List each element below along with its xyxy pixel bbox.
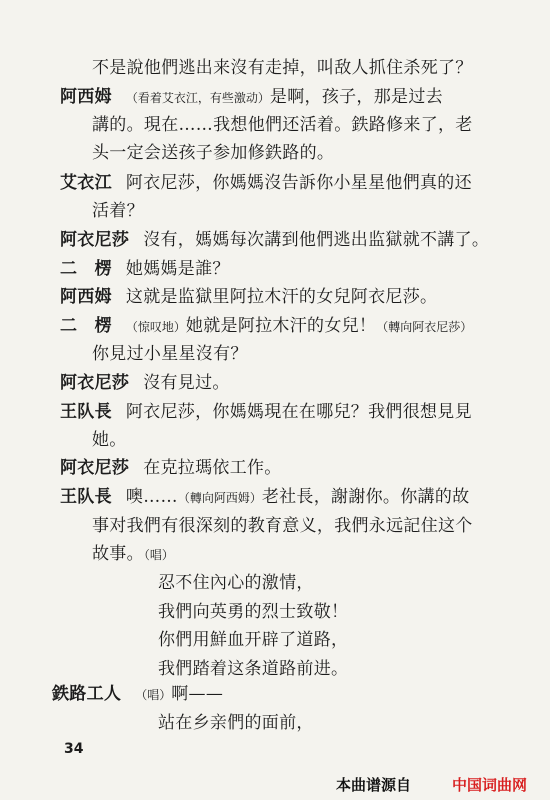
stage-direction: （看着艾衣江，有些激动）: [125, 91, 270, 105]
text-line-14: 她。: [92, 430, 127, 450]
lyric-line-2: 我們向英勇的烈士致敬！: [158, 602, 349, 622]
lyric-line-4: 我們踏着这条道路前进。: [158, 659, 349, 679]
speaker-name: 阿衣尼莎: [60, 373, 130, 393]
text-line-1: 不是說他們逃出来沒有走掉，叫敌人抓住杀死了？: [92, 58, 473, 78]
text-line-12: 阿衣尼莎 沒有見过。: [60, 373, 230, 393]
speaker-name: 阿衣尼莎: [60, 458, 130, 478]
stage-direction: （唱）: [143, 548, 174, 562]
speaker-name: 王队長: [60, 487, 112, 507]
speaker-name: 阿衣尼莎: [60, 230, 130, 250]
text-line-15: 阿衣尼莎 在克拉瑪依工作。: [60, 458, 282, 478]
speaker-name: 王队長: [60, 402, 112, 422]
text-line-17: 事对我們有很深刻的教育意义，我們永远記住这个: [92, 516, 473, 536]
text-line-13: 王队長 阿衣尼莎，你媽媽現在在哪兒？我們很想見見: [60, 402, 472, 422]
stage-direction: （轉向阿西姆）: [177, 491, 262, 505]
stage-direction: （唱）: [135, 688, 172, 702]
speaker-name: 阿西姆: [60, 87, 112, 107]
text-line-2: 阿西姆 （看着艾衣江，有些激动）是啊，孩子，那是过去: [60, 87, 443, 107]
text-line-4: 头一定会送孩子参加修鉄路的。: [92, 143, 335, 163]
speaker-name: 艾衣江: [60, 173, 112, 193]
text-line-5: 艾衣江 阿衣尼莎，你媽媽沒告訴你小星星他們真的还: [60, 173, 472, 193]
watermark-source-text: 本曲谱源自: [336, 776, 412, 794]
text-line-8: 二 楞 她媽媽是誰？: [60, 259, 230, 279]
page-number: 34: [64, 741, 84, 757]
text-line-11: 你見过小星星沒有？: [92, 344, 248, 364]
speaker-name: 二 楞: [60, 316, 112, 336]
text-line-7: 阿衣尼莎 沒有，媽媽每次講到他們逃出监獄就不講了。: [60, 230, 490, 250]
watermark-site-name: 中国词曲网: [452, 776, 528, 794]
text-line-3: 講的。現在……我想他們还活着。鉄路修来了，老: [92, 115, 473, 135]
text-line-10: 二 楞 （惊叹地）她就是阿拉木汗的女兒！（轉向阿衣尼莎）: [60, 316, 473, 336]
text-line-9: 阿西姆 这就是监獄里阿拉木汗的女兒阿衣尼莎。: [60, 287, 438, 307]
speaker-name: 阿西姆: [60, 287, 112, 307]
text-line-6: 活着？: [92, 201, 144, 221]
speaker-name: 二 楞: [60, 259, 112, 279]
stage-direction: （惊叹地）: [125, 320, 186, 334]
speaker-name: 鉄路工人: [52, 684, 122, 704]
lyric-line-1: 忍不住內心的激情，: [158, 573, 314, 593]
stage-direction: （轉向阿衣尼莎）: [376, 320, 473, 334]
lyric-line-5: 站在乡亲們的面前，: [158, 713, 314, 733]
text-line-19: 鉄路工人 （唱）啊——: [52, 684, 224, 704]
text-line-18: 故事。（唱）: [92, 544, 174, 564]
text-line-16: 王队長 噢……（轉向阿西姆）老社長，謝謝你。你講的故: [60, 487, 470, 507]
lyric-line-3: 你們用鮮血开辟了道路，: [158, 630, 349, 650]
